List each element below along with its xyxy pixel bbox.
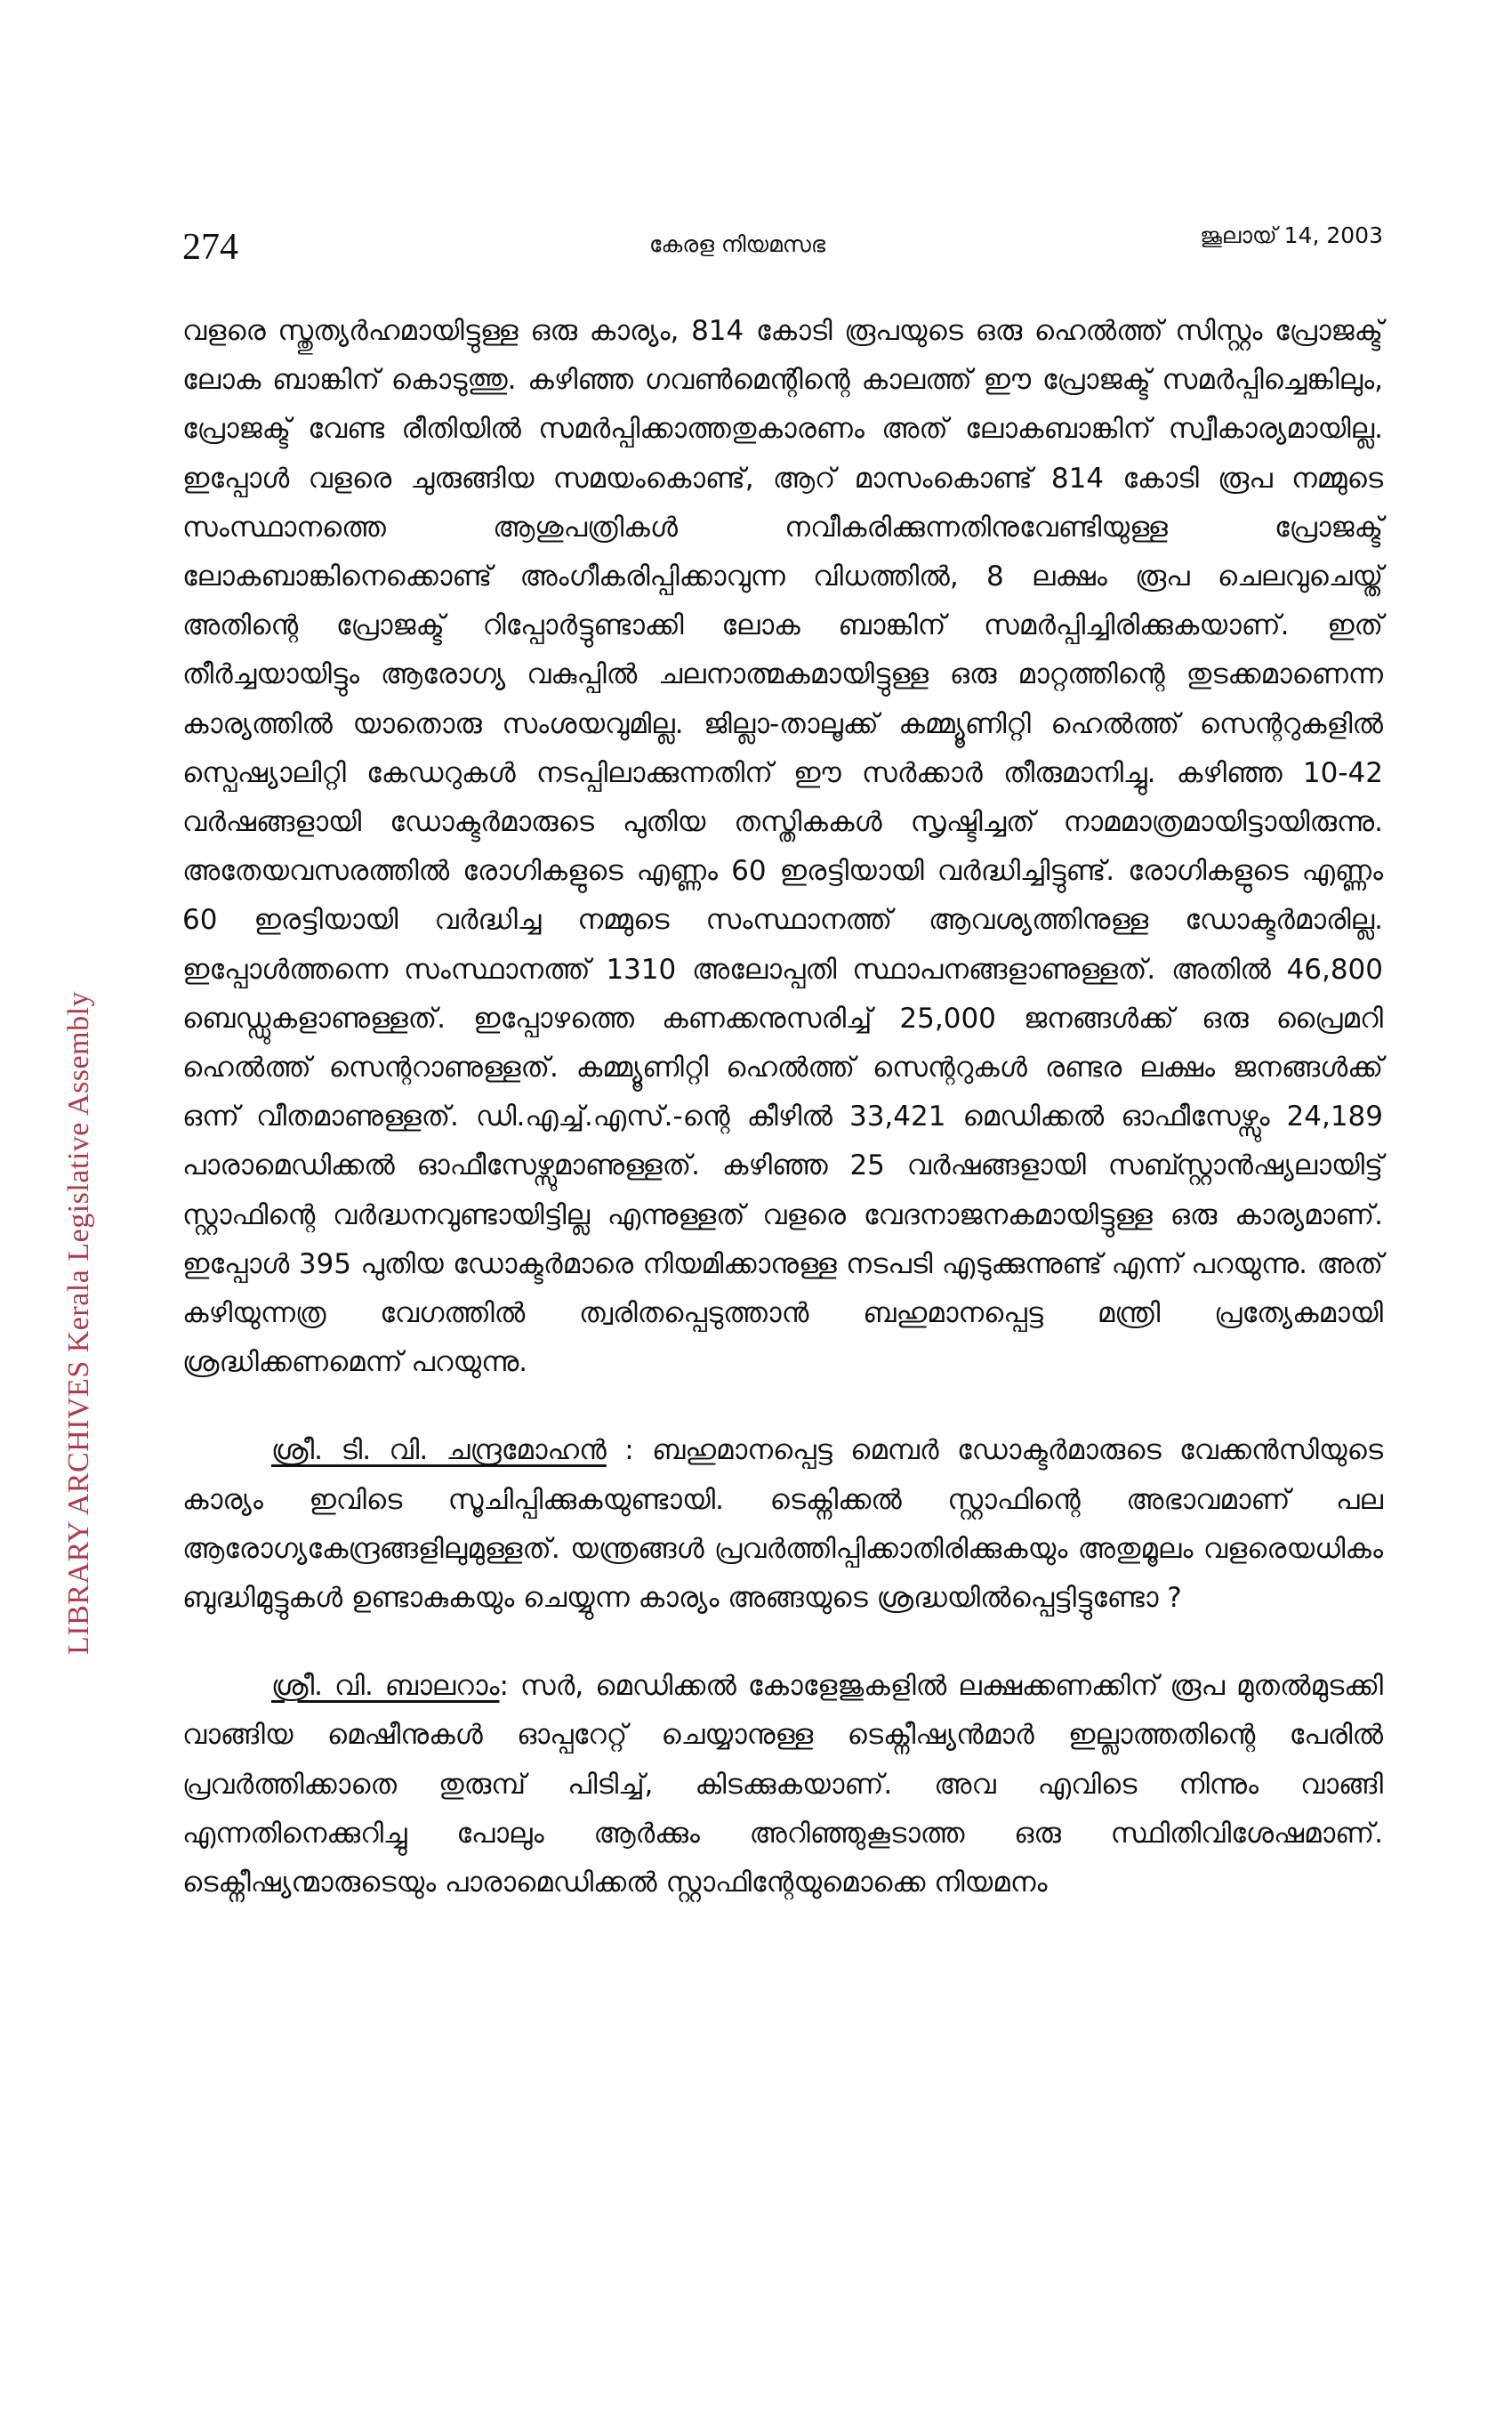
paragraph-2 xyxy=(182,1426,1383,1623)
page-header xyxy=(182,219,1383,272)
running-title: കേരള നിയമസഭ xyxy=(649,231,825,257)
document-body xyxy=(182,307,1383,1947)
speaker-name: ശ്രീ. ടി. വി. ചന്ദ്രമോഹൻ xyxy=(271,1434,607,1467)
paragraph-1: വളരെ സ്തുത്യർഹമായിട്ടുള്ള ഒരു കാര്യം, 814 കോടി രൂപയുടെ ഒരു ഹെൽത്ത് സിസ്റ്റം പ്രോജക്ട് ലോക ബാങ്കിന് കൊടുത്തു. കഴിഞ്ഞ ഗവൺമെന്റിന്റെ കാലത്ത് ഈ പ്രോജക്ട് സമർപ്പിച്ചെങ്കിലും, പ്രോജക്ട് വേണ്ട രീതിയിൽ സമർപ്പിക്കാത്തതുകാരണം അത് ലോകബാങ്കിന് സ്വീകാര്യമായില്ല. ഇപ്പോൾ വളരെ ചുരുങ്ങിയ സമയംകൊണ്ട്, ആറ് മാസംകൊണ്ട് 814 കോടി രൂപ നമ്മുടെ സംസ്ഥാനത്തെ ആശുപത്രികൾ നവീകരിക്കുന്നതിനുവേണ്ടിയുള്ള പ്രോജക്ട് ലോകബാങ്കിനെക്കൊണ്ട് അംഗീകരിപ്പിക്കാവുന്ന വിധത്തിൽ, 8 ലക്ഷം രൂപ ചെലവുചെയ്ത് അതിന്റെ പ്രോജക്ട് റിപ്പോർട്ടുണ്ടാക്കി ലോക ബാങ്കിന് സമർപ്പിച്ചിരിക്കുകയാണ്. ഇത് തീർച്ചയായിട്ടും ആരോഗ്യ വകുപ്പിൽ ചലനാത്മകമായിട്ടുള്ള ഒരു മാറ്റത്തിന്റെ തുടക്കമാണെന്ന കാര്യത്തിൽ യാതൊരു സംശയവുമില്ല. ജില്ലാ-താലൂക്ക് കമ്മ്യൂണിറ്റി ഹെൽത്ത് സെന്ററുകളിൽ സ്പെഷ്യാലിറ്റി കേഡറുകൾ നടപ്പിലാക്കുന്നതിന് ഈ സർക്കാർ തീരുമാനിച്ചു. കഴിഞ്ഞ 10-42 വർഷങ്ങളായി ഡോക്ടർമാരുടെ പുതിയ തസ്തികകൾ സൃഷ്ടിച്ചത് നാമമാത്രമായിട്ടായിരുന്നു. അതേയവസരത്തിൽ രോഗികളുടെ എണ്ണം 60 ഇരട്ടിയായി വർദ്ധിച്ചിട്ടുണ്ട്. രോഗികളുടെ എണ്ണം 60 ഇരട്ടിയായി വർദ്ധിച്ച നമ്മുടെ സംസ്ഥാനത്ത് ആവശ്യത്തിനുള്ള ഡോക്ടർമാരില്ല. ഇപ്പോൾത്തന്നെ സംസ്ഥാനത്ത് 1310 അലോപ്പതി സ്ഥാപനങ്ങളാണുള്ളത്. അതിൽ 46,800 ബെഡ്ഡുകളാണുള്ളത്. ഇപ്പോഴത്തെ കണക്കനുസരിച്ച് 25,000 ജനങ്ങൾക്ക് ഒരു പ്രൈമറി ഹെൽത്ത് സെന്ററാണുള്ളത്. കമ്മ്യൂണിറ്റി ഹെൽത്ത് സെന്ററുകൾ രണ്ടര ലക്ഷം ജനങ്ങൾക്ക് ഒന്ന് വീതമാണുള്ളത്. ഡി.എച്ച്.എസ്.-ന്റെ കീഴിൽ 33,421 മെഡിക്കൽ ഓഫീസേഴ്സും 24,189 പാരാമെഡിക്കൽ ഓഫീസേഴ്സുമാണുള്ളത്. കഴിഞ്ഞ 25 വർഷങ്ങളായി സബ്സ്റ്റാൻഷ്യലായിട്ട് സ്റ്റാഫിന്റെ വർദ്ധനവുണ്ടായിട്ടില്ല എന്നുള്ളത് വളരെ വേദനാജനകമായിട്ടുള്ള ഒരു കാര്യമാണ്. ഇപ്പോൾ 395 പുതിയ ഡോക്ടർമാരെ നിയമിക്കാനുള്ള നടപടി എടുക്കുന്നുണ്ട് എന്ന് പറയുന്നു. അത് കഴിയുന്നത്ര വേഗത്തിൽ ത്വരിതപ്പെടുത്താൻ ബഹുമാനപ്പെട്ട മന്ത്രി പ്രത്യേകമായി ശ്രദ്ധിക്കണമെന്ന് പറയുന്നു. xyxy=(182,315,1383,1379)
page-date: ജൂലായ് 14, 2003 xyxy=(1200,222,1383,248)
speech-text: സർ, മെഡിക്കൽ കോളേജുകളിൽ ലക്ഷക്കണക്കിന് രൂപ മുതൽമുടക്കി വാങ്ങിയ മെഷീനുകൾ ഓപ്പറേറ്റ് ചെയ്യാനുള്ള ടെക്നീഷ്യൻമാർ ഇല്ലാത്തതിന്റെ പേരിൽ പ്രവർത്തിക്കാതെ തുരുമ്പ് പിടിച്ച്, കിടക്കുകയാണ്. അവ എവിടെ നിന്നും വാങ്ങി എന്നതിനെക്കുറിച്ചു പോലും ആർക്കും അറിഞ്ഞുകൂടാത്ത ഒരു സ്ഥിതിവിശേഷമാണ്. ടെക്നീഷ്യന്മാരുടെയും പാരാമെഡിക്കൽ സ്റ്റാഫിന്റേയുമൊക്കെ നിയമനം xyxy=(182,1670,1383,1899)
paragraph-3 xyxy=(182,1662,1383,1907)
archive-watermark: LIBRARY ARCHIVES Kerala Legislative Assembly xyxy=(62,990,95,1655)
speech-text: ബഹുമാനപ്പെട്ട മെമ്പർ ഡോക്ടർമാരുടെ വേക്കൻസിയുടെ കാര്യം ഇവിടെ സൂചിപ്പിക്കുകയുണ്ടായി. ടെക്നിക്കൽ സ്റ്റാഫിന്റെ അഭാവമാണ് പല ആരോഗ്യകേന്ദ്രങ്ങളിലുമുള്ളത്. യന്ത്രങ്ങൾ പ്രവർത്തിപ്പിക്കാതിരിക്കുകയും അതുമൂലം വളരെയധികം ബുദ്ധിമുട്ടുകൾ ഉണ്ടാകുകയും ചെയ്യുന്ന കാര്യം അങ്ങയുടെ ശ്രദ്ധയിൽപ്പെട്ടിട്ടുണ്ടോ ? xyxy=(182,1434,1383,1615)
speaker-name: ശ്രീ. വി. ബാലറാം xyxy=(271,1670,500,1703)
speaker-separator: : xyxy=(606,1434,653,1467)
speaker-separator: : xyxy=(499,1670,520,1703)
page-number: 274 xyxy=(182,227,238,268)
